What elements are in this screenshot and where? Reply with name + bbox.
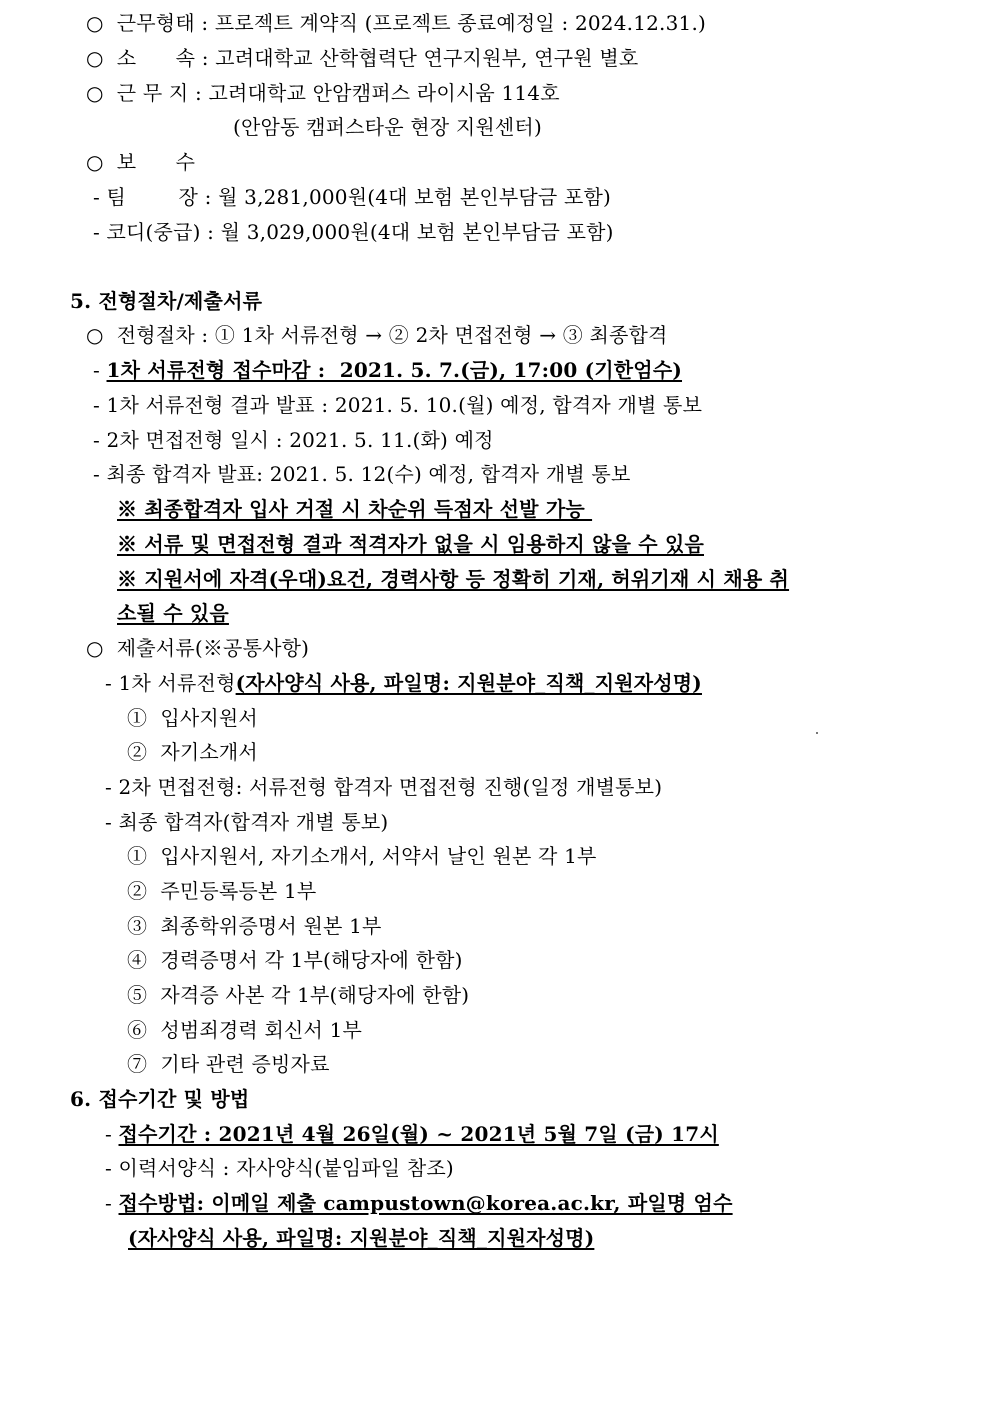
stage1-item: ② 자기소개서 (127, 740, 258, 764)
method-dash: - (105, 1191, 119, 1215)
selection-procedure: ○ 전형절차 : ① 1차 서류전형 → ② 2차 면접전형 → ③ 최종합격 (86, 323, 668, 347)
stage1-prefix: - 1차 서류전형 (105, 671, 236, 695)
final-item: ② 주민등록등본 1부 (127, 879, 317, 903)
pay-leader: - 팀 장 : 월 3,281,000원(4대 보험 본인부담금 포함) (93, 185, 612, 209)
employment-type: ○ 근무형태 : 프로젝트 계약직 (프로젝트 종료예정일 : 2024.12.31.) (86, 11, 707, 35)
documents-heading: ○ 제출서류(※공통사항) (86, 636, 310, 660)
doc-result-announcement: - 1차 서류전형 결과 발표 : 2021. 5. 10.(월) 예정, 합격자 개별 통보 (93, 393, 703, 417)
final-item: ③ 최종학위증명서 원본 1부 (127, 914, 382, 938)
final-item: ⑤ 자격증 사본 각 1부(해당자에 한함) (127, 983, 470, 1007)
section6-heading: 6. 접수기간 및 방법 (70, 1087, 250, 1111)
interview-date: - 2차 면접전형 일시 : 2021. 5. 11.(화) 예정 (93, 428, 494, 452)
final-item: ④ 경력증명서 각 1부(해당자에 한함) (127, 948, 463, 972)
method-text: 접수방법: 이메일 제출 campustown@korea.ac.kr, 파일명 엄수 (118, 1191, 733, 1215)
method-note: (자사양식 사용, 파일명: 지원분야_직책_지원자성명) (128, 1226, 595, 1250)
final-announcement: - 최종 합격자 발표: 2021. 5. 12(수) 예정, 합격자 개별 통보 (93, 462, 631, 486)
deadline-line (93, 357, 682, 383)
final-item: ⑦ 기타 관련 증빙자료 (127, 1052, 330, 1076)
period-text: 접수기간 : 2021년 4월 26일(월) ~ 2021년 5월 7일 (금) 17시 (118, 1122, 719, 1146)
deadline-dash: - (93, 358, 107, 382)
period-dash: - (105, 1122, 119, 1146)
deadline-text: 1차 서류전형 접수마감 : 2021. 5. 7.(금), 17:00 (기한엄수) (106, 358, 683, 382)
note-2: ※ 서류 및 면접전형 결과 적격자가 없을 시 임용하지 않을 수 있음 (117, 532, 704, 556)
stray-dot (816, 732, 818, 734)
note-3-line1: ※ 지원서에 자격(우대)요건, 경력사항 등 정확히 기재, 허위기재 시 채용 취 (117, 567, 790, 591)
stage1-note: (자사양식 사용, 파일명: 지원분야_직책_지원자성명) (235, 671, 702, 695)
final-item: ⑥ 성범죄경력 회신서 1부 (127, 1018, 363, 1042)
affiliation: ○ 소 속 : 고려대학교 산학협력단 연구지원부, 연구원 별호 (86, 46, 639, 70)
final-heading: - 최종 합격자(합격자 개별 통보) (105, 810, 389, 834)
pay-coordinator: - 코디(중급) : 월 3,029,000원(4대 보험 본인부담금 포함) (93, 220, 614, 244)
final-item: ① 입사지원서, 자기소개서, 서약서 날인 원본 각 1부 (127, 844, 597, 868)
stage1-line (105, 670, 702, 696)
period-line (105, 1121, 719, 1147)
method-line (105, 1190, 733, 1216)
section5-heading: 5. 전형절차/제출서류 (70, 289, 263, 313)
pay-heading: ○ 보 수 (86, 150, 196, 174)
work-location-detail: (안암동 캠퍼스타운 현장 지원센터) (233, 115, 542, 139)
work-location: ○ 근 무 지 : 고려대학교 안암캠퍼스 라이시움 114호 (86, 81, 560, 105)
stage2-line: - 2차 면접전형: 서류전형 합격자 면접전형 진행(일정 개별통보) (105, 775, 663, 799)
note-3-line2: 소될 수 있음 (117, 601, 229, 625)
resume-form: - 이력서양식 : 자사양식(붙임파일 참조) (105, 1156, 454, 1180)
stage1-item: ① 입사지원서 (127, 706, 258, 730)
note-1: ※ 최종합격자 입사 거절 시 차순위 득점자 선발 가능 (117, 497, 593, 521)
